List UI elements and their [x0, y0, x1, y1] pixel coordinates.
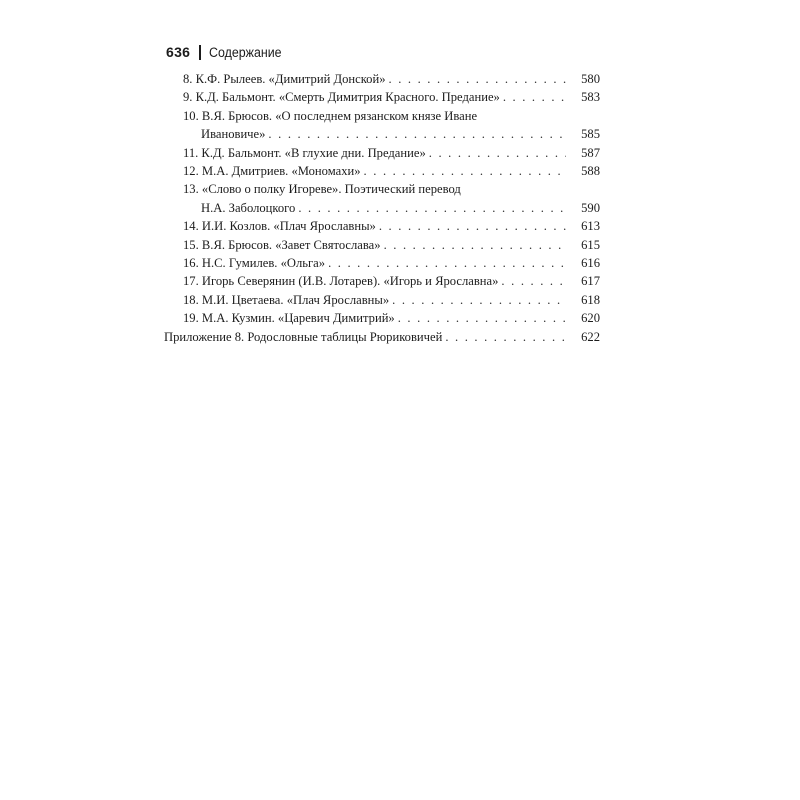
toc-entry-page: 616	[581, 256, 600, 271]
dot-leader	[364, 162, 566, 180]
dot-leader	[298, 199, 566, 217]
toc-entry-page: 585	[581, 127, 600, 142]
dot-leader	[384, 236, 566, 254]
toc-entry-title: 10. В.Я. Брюсов. «О последнем рязанском князе Иване	[183, 108, 478, 123]
toc-entry-title: 13. «Слово о полку Игореве». Поэтический перевод	[183, 182, 461, 197]
toc-entry-page: 613	[581, 219, 600, 234]
toc-entry-page: 580	[581, 72, 600, 86]
dot-leader	[379, 217, 566, 235]
dot-leader	[503, 88, 566, 106]
toc-entry-page: 622	[581, 329, 600, 344]
dot-leader	[328, 254, 566, 272]
toc-entry-title: 16. Н.С. Гумилев. «Ольга»	[183, 256, 326, 271]
toc-entry[interactable]	[164, 254, 600, 272]
toc-entry-appendix[interactable]	[164, 328, 600, 346]
toc-entry-title: 19. М.А. Кузмин. «Царевич Димитрий»	[183, 311, 395, 326]
toc-entry[interactable]	[164, 272, 600, 290]
toc-entry-title-continued: Н.А. Заболоцкого	[201, 200, 296, 215]
toc-entry-title: 11. К.Д. Бальмонт. «В глухие дни. Предание»	[183, 145, 426, 160]
dot-leader	[389, 70, 566, 88]
toc-entry[interactable]	[164, 70, 600, 88]
dot-leader	[398, 309, 566, 327]
dot-leader	[501, 272, 566, 290]
toc-entry-page: 587	[581, 145, 600, 160]
toc-entry[interactable]	[164, 88, 600, 106]
toc-entry-title: 14. И.И. Козлов. «Плач Ярославны»	[183, 219, 376, 234]
toc-entry[interactable]	[164, 291, 600, 309]
toc-entry-title: 18. М.И. Цветаева. «Плач Ярославны»	[183, 292, 390, 307]
toc-entry-page: 618	[581, 292, 600, 307]
toc-entry-page: 588	[581, 164, 600, 179]
toc-entry-page: 590	[581, 200, 600, 215]
dot-leader	[392, 291, 566, 309]
toc-entry[interactable]	[164, 162, 600, 180]
header-divider	[199, 45, 201, 60]
toc-entry-title-continued: Ивановиче»	[201, 127, 266, 142]
toc-entry-title: 17. Игорь Северянин (И.В. Лотарев). «Игорь и Ярославна»	[183, 274, 499, 289]
toc-entry[interactable]	[164, 180, 600, 217]
toc-entry[interactable]	[164, 236, 600, 254]
running-head	[166, 42, 288, 62]
toc-entry[interactable]	[164, 107, 600, 144]
dot-leader	[445, 328, 566, 346]
toc-entry-page: 617	[581, 274, 600, 289]
table-of-contents	[164, 70, 600, 346]
toc-entry-page: 615	[581, 237, 600, 252]
toc-entry-page: 620	[581, 311, 600, 326]
toc-entry-page: 583	[581, 90, 600, 105]
toc-entry[interactable]	[164, 217, 600, 235]
dot-leader	[429, 144, 566, 162]
toc-entry-title: 8. К.Ф. Рылеев. «Димитрий Донской»	[183, 72, 386, 86]
toc-entry-title: Приложение 8. Родословные таблицы Рюриковичей	[164, 329, 443, 344]
section-title: Содержание	[209, 44, 282, 60]
dot-leader	[268, 125, 566, 143]
toc-entry[interactable]	[164, 144, 600, 162]
toc-entry-title: 15. В.Я. Брюсов. «Завет Святослава»	[183, 237, 381, 252]
toc-entry[interactable]	[164, 309, 600, 327]
page-number: 636	[166, 44, 191, 60]
toc-entry-title: 12. М.А. Дмитриев. «Мономахи»	[183, 164, 361, 179]
toc-entry-title: 9. К.Д. Бальмонт. «Смерть Димитрия Красного. Предание»	[183, 90, 500, 105]
